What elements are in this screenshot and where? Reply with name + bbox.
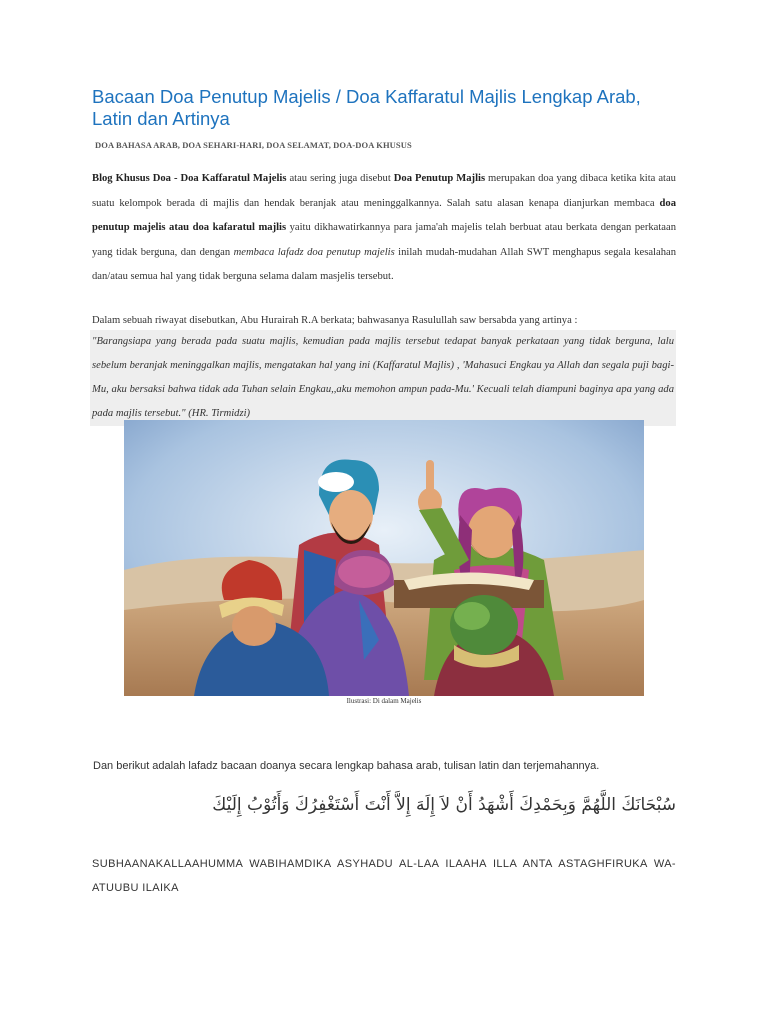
article	[92, 86, 676, 426]
majelis-illustration	[124, 420, 644, 696]
doa-latin-text: SUBHAANAKALLAAHUMMA WABIHAMDIKA ASYHADU AL-LAA ILAAHA ILLA ANTA ASTAGHFIRUKA WA-ATUUBU ILAIKA	[92, 858, 676, 894]
hadith-quote: "Barangsiapa yang berada pada suatu majlis, kemudian pada majlis tersebut tedapat banyak perkataan yang tidak berguna, lalu sebelum beranjak meninggalkan majlis, mengatakan hal yang ini (Kaffaratul Majlis) , 'Mahasuci Engkau ya Allah dan segala puji bagi-Mu, aku bersaksi bahwa tidak ada Tuhan selain Engkau,,aku memohon ampun pada-Mu.' Kecuali telah diampuni baginya apa yang ada pada majlis tersebut." (HR. Tirmidzi)	[90, 330, 676, 426]
intro-italic-lafadz: membaca lafadz doa penutup majelis	[233, 246, 395, 258]
intro-bold-kafaratul: doa penutup majelis atau doa kafaratul majlis	[92, 197, 676, 233]
intro-bold-penutup: Doa Penutup Majlis	[393, 173, 486, 184]
intro-text-4: inilah mudah-mudahan Allah SWT menghapus segala kesalahan dan/atau semua hal yang tidak berguna selama dalam masjelis tersebut.	[92, 246, 676, 282]
intro-paragraph	[92, 167, 676, 290]
doa-arabic-text: سُبْحَانَكَ اللَّهُمَّ وَبِحَمْدِكَ أَشْهَدُ أَنْ لاَ إِلَهَ إِلاَّ أَنْتَ أَسْتَغْفِرُكَ وَأَتُوْبُ إِلَيْكَ	[212, 795, 676, 815]
intro-text-2: merupakan doa yang dibaca ketika kita atau suatu kelompok berada di majlis dan hendak beranjak atau meninggalkannya. Salah satu alasan kenapa dianjurkan membaca	[92, 173, 676, 209]
article-labels[interactable]: DOA BAHASA ARAB, DOA SEHARI-HARI, DOA SELAMAT, DOA-DOA KHUSUS	[95, 140, 412, 150]
doa-intro: Dan berikut adalah lafadz bacaan doanya secara lengkap bahasa arab, tulisan latin dan terjemahannya.	[93, 760, 600, 772]
intro-bold-blog: Blog Khusus Doa - Doa Kaffaratul Majelis	[92, 173, 287, 184]
intro-text-3: yaitu dikhawatirkannya para jama'ah majelis telah berbuat atau berkata dengan perkataan yang tidak berguna, dan dengan	[92, 222, 676, 258]
intro-text-1: atau sering juga disebut	[286, 173, 394, 184]
riwayat-intro: Dalam sebuah riwayat disebutkan, Abu Hurairah R.A berkata; bahwasanya Rasulullah saw bersabda yang artinya :	[92, 314, 578, 326]
article-title[interactable]: Bacaan Doa Penutup Majelis / Doa Kaffaratul Majlis Lengkap Arab, Latin dan Artinya	[92, 86, 641, 129]
illustration-caption: Ilustrasi: Di dalam Majelis	[346, 697, 422, 705]
